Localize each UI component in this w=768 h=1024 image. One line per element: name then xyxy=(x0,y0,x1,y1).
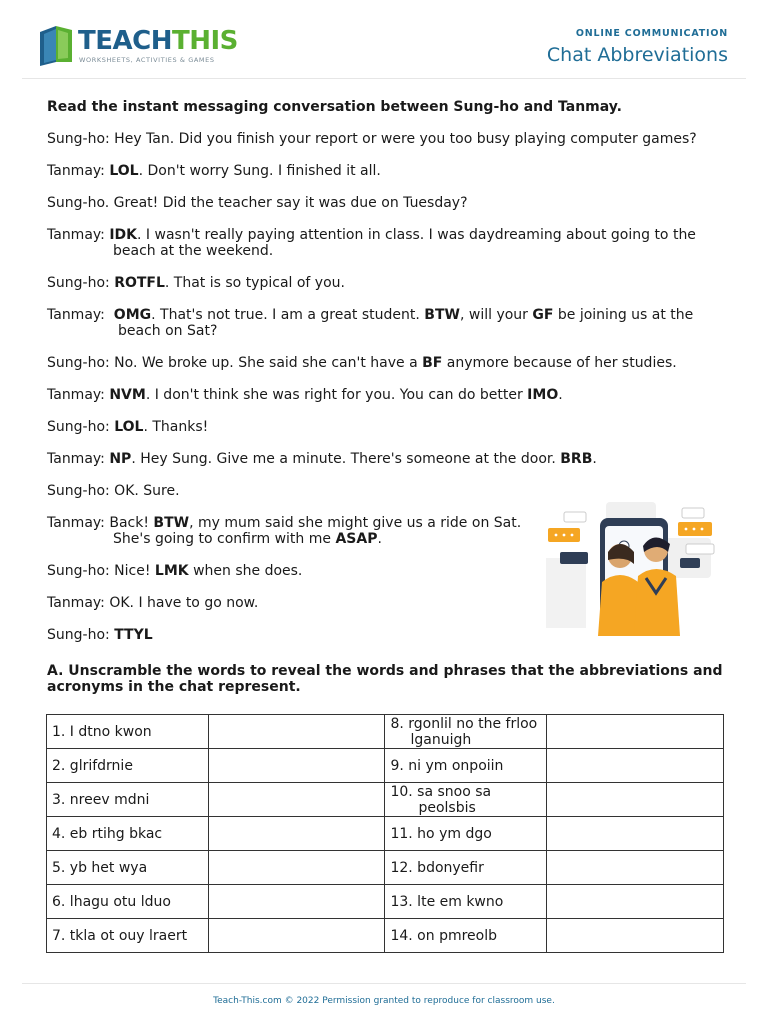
abbreviation: BTW xyxy=(153,515,190,531)
chat-line xyxy=(47,275,727,291)
abbreviation: IDK xyxy=(109,227,138,243)
logo-teach: TEACH xyxy=(78,26,172,56)
chat-line xyxy=(47,355,727,371)
message: . xyxy=(558,387,563,403)
message: . xyxy=(592,451,597,467)
speaker: Sung-ho: xyxy=(47,483,110,499)
abbreviation: NP xyxy=(109,451,132,467)
abbreviation: LOL xyxy=(114,419,144,435)
footer-divider xyxy=(22,983,746,984)
table-row xyxy=(47,919,724,953)
page-title: Chat Abbreviations xyxy=(546,44,728,66)
message: . That's not true. I am a great student. xyxy=(151,307,425,323)
logo-this: THIS xyxy=(171,26,238,56)
header-divider xyxy=(22,78,746,79)
chat-illustration xyxy=(546,498,726,638)
section-a-instructions: A. Unscramble the words to reveal the words and phrases that the abbreviations and acronyms in the chat represent. xyxy=(47,663,723,695)
table-row xyxy=(47,749,724,783)
speaker: Tanmay: xyxy=(47,227,105,243)
message: . That is so typical of you. xyxy=(164,275,345,291)
scrambled-text: 8. rgonlil no the frloo lganuigh xyxy=(390,715,538,748)
chat-line xyxy=(47,227,727,259)
scrambled-phrase: 2. glrifdrnie xyxy=(47,749,209,783)
message: Nice! xyxy=(109,563,155,579)
answer-cell[interactable] xyxy=(208,919,385,953)
abbreviation: IMO xyxy=(527,387,559,403)
abbreviation: BTW xyxy=(424,307,460,323)
message: She's going to confirm with me xyxy=(113,531,336,547)
scrambled-phrase: 9. ni ym onpoiin xyxy=(385,749,547,783)
abbreviation: NVM xyxy=(109,387,146,403)
speaker: Sung-ho: xyxy=(47,419,110,435)
message: , will your xyxy=(459,307,533,323)
chat-line xyxy=(47,195,727,211)
answer-cell[interactable] xyxy=(547,749,724,783)
message: Hey Tan. Did you finish your report or were you too busy playing computer games? xyxy=(109,131,697,147)
message: No. We broke up. She said she can't have a xyxy=(109,355,423,371)
abbreviation: OMG xyxy=(113,307,152,323)
scrambled-text: 10. sa snoo sa peolsbis xyxy=(390,783,492,816)
answer-cell[interactable] xyxy=(208,885,385,919)
message: . Don't worry Sung. I finished it all. xyxy=(138,163,381,179)
abbreviation: ROTFL xyxy=(114,275,165,291)
scrambled-phrase: 14. on pmreolb xyxy=(385,919,547,953)
scrambled-phrase xyxy=(385,715,547,749)
message: OK. Sure. xyxy=(109,483,180,499)
chat-line xyxy=(47,163,727,179)
message: Back! xyxy=(104,515,154,531)
table-row xyxy=(47,817,724,851)
message: anymore because of her studies. xyxy=(442,355,677,371)
scrambled-phrase: 3. nreev mdni xyxy=(47,783,209,817)
scrambled-phrase: 11. ho ym dgo xyxy=(385,817,547,851)
scrambled-phrase: 13. lte em kwno xyxy=(385,885,547,919)
answer-cell[interactable] xyxy=(547,817,724,851)
instructions: Read the instant messaging conversation between Sung-ho and Tanmay. xyxy=(47,99,622,115)
answer-cell[interactable] xyxy=(208,851,385,885)
speaker: Tanmay: xyxy=(47,515,105,531)
message: . Thanks! xyxy=(143,419,209,435)
chat-line xyxy=(47,131,727,147)
abbreviation: BF xyxy=(422,355,443,371)
scrambled-phrase xyxy=(385,783,547,817)
scrambled-phrase: 7. tkla ot ouy lraert xyxy=(47,919,209,953)
abbreviation: GF xyxy=(532,307,554,323)
book-icon xyxy=(36,22,76,68)
message: OK. I have to go now. xyxy=(104,595,259,611)
exercise-table xyxy=(46,714,724,953)
speaker: Sung-ho: xyxy=(47,275,110,291)
answer-cell[interactable] xyxy=(208,715,385,749)
speaker: Sung-ho: xyxy=(47,627,110,643)
speaker: Tanmay: xyxy=(47,387,105,403)
logo-subtitle: WORKSHEETS, ACTIVITIES & GAMES xyxy=(79,56,215,64)
table-row xyxy=(47,851,724,885)
scrambled-phrase: 1. I dtno kwon xyxy=(47,715,209,749)
category-label: ONLINE COMMUNICATION xyxy=(575,28,728,39)
message: Great! Did the teacher say it was due on Tuesday? xyxy=(109,195,468,211)
speaker: Tanmay: xyxy=(47,451,105,467)
header xyxy=(0,0,768,78)
abbreviation: ASAP xyxy=(335,531,378,547)
answer-cell[interactable] xyxy=(547,783,724,817)
answer-cell[interactable] xyxy=(208,749,385,783)
answer-cell[interactable] xyxy=(208,783,385,817)
message: . Hey Sung. Give me a minute. There's someone at the door. xyxy=(131,451,561,467)
chat-line xyxy=(47,483,727,499)
message: when she does. xyxy=(188,563,303,579)
table-row xyxy=(47,885,724,919)
table-row xyxy=(47,783,724,817)
message: , my mum said she might give us a ride on Sat. xyxy=(189,515,522,531)
chat-line xyxy=(47,419,727,435)
abbreviation: LOL xyxy=(109,163,139,179)
message: . I wasn't really paying attention in class. I was daydreaming about going to the beach at the weekend. xyxy=(113,227,696,259)
speaker: Tanmay: xyxy=(47,595,105,611)
scrambled-phrase: 4. eb rtihg bkac xyxy=(47,817,209,851)
speaker: Sung-ho: xyxy=(47,563,110,579)
answer-cell[interactable] xyxy=(547,851,724,885)
answer-cell[interactable] xyxy=(547,885,724,919)
answer-cell[interactable] xyxy=(547,715,724,749)
speaker: Tanmay: xyxy=(47,163,105,179)
speaker: Sung-ho. xyxy=(47,195,110,211)
speaker: Sung-ho: xyxy=(47,355,110,371)
footer-copyright: Teach-This.com © 2022 Permission granted to reproduce for classroom use. xyxy=(213,996,555,1006)
message: . xyxy=(377,531,382,547)
answer-cell[interactable] xyxy=(208,817,385,851)
scrambled-phrase: 12. bdonyefir xyxy=(385,851,547,885)
abbreviation: BRB xyxy=(560,451,593,467)
table-row xyxy=(47,715,724,749)
answer-cell[interactable] xyxy=(547,919,724,953)
scrambled-phrase: 5. yb het wya xyxy=(47,851,209,885)
abbreviation: TTYL xyxy=(114,627,153,643)
message: be joining us at the beach on Sat? xyxy=(118,307,694,339)
teach-this-logo xyxy=(36,22,236,70)
speaker: Tanmay: xyxy=(47,307,105,323)
speaker: Sung-ho: xyxy=(47,131,110,147)
chat-line xyxy=(47,307,727,339)
scrambled-phrase: 6. lhagu otu lduo xyxy=(47,885,209,919)
chat-line xyxy=(47,387,727,403)
chat-line xyxy=(47,451,727,467)
message: . I don't think she was right for you. You can do better xyxy=(145,387,528,403)
abbreviation: LMK xyxy=(154,563,189,579)
